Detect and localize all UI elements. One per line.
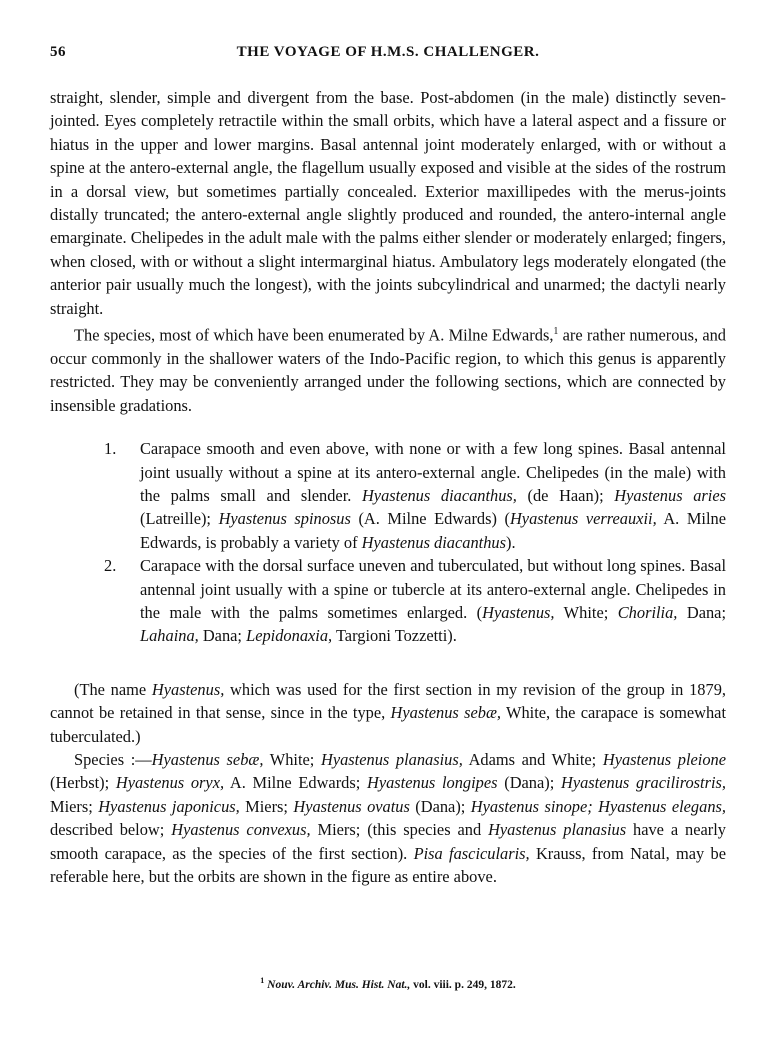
footnote-ref: 1 xyxy=(553,326,559,338)
sections-list xyxy=(50,437,726,648)
section-marker: 2. xyxy=(104,556,117,576)
section-item-2: 2. Carapace with the dorsal surface uneven and tuberculated, but without long spines. Basal antennal joint usually with a spine or tubercle at its antero-external angle. Chelipedes in the male with the palms sometimes enlarged. (Hyastenus, White; Chorilia, Dana; Lahaina, Dana; Lepidonaxia, Targioni Tozzetti). xyxy=(104,556,726,646)
running-title: THE VOYAGE OF H.M.S. CHALLENGER. xyxy=(236,44,540,60)
paragraph-species-overview: The species, most of which have been enumerated by A. Milne Edwards,$^1$ are rather numerous, and occur commonly in the shallower waters of the Indo-Pacific region, to which this genus is apparently restricted. They may be conveniently arranged under the following sections, which are connected by insensible gradations. xyxy=(50,325,726,415)
section-marker: 1. xyxy=(104,439,117,459)
section-item-1: 1. Carapace smooth and even above, with none or with a few long spines. Basal antennal joint usually without a spine at its antero-external angle. Chelipedes (in the male) with the palms small and slender. Hyastenus diacanthus, (de Haan); Hyastenus aries (Latreille); Hyastenus spinosus (A. Milne Edwards) (Hyastenus verreauxii, A. Milne Edwards, is probably a variety of Hyastenus diacanthus). xyxy=(104,439,726,552)
running-header xyxy=(50,44,726,68)
body-text xyxy=(50,86,726,888)
footnote: $^1$ Nouv. Archiv. Mus. Hist. Nat., vol. viii. p. 249, 1872. xyxy=(260,976,516,991)
note-paragraph: (The name Hyastenus, which was used for the first section in my revision of the group in 1879, cannot be retained in that sense, since in the type, Hyastenus sebæ, White, the carapace is somewhat tuberculated.) xyxy=(50,679,726,746)
paragraph-continued: straight, slender, simple and divergent from the base. Post-abdomen (in the male) distinctly seven-jointed. Eyes completely retractile within the small orbits, which have a lateral aspect and a fissure or hiatus in the upper and lower margins. Basal antennal joint moderately enlarged, with or without a spine at the antero-external angle, the flagellum usually exposed and visible at the sides of the rostrum in a dorsal view, but sometimes partially concealed. Exterior maxillipedes with the merus-joints distally truncated; the antero-external angle slightly produced and rounded, the antero-internal angle emarginate. Chelipedes in the adult male with the palms either slender or moderately enlarged; fingers, when closed, with or without a slight intermarginal hiatus. Ambulatory legs moderately elongated (the anterior pair usually much the longest), with the joints subcylindrical and unarmed; the dactyli nearly straight. xyxy=(50,88,726,318)
notes-block xyxy=(50,678,726,889)
species-paragraph: Species :—Hyastenus sebæ, White; Hyastenus planasius, Adams and White; Hyastenus pleione (Herbst); Hyastenus oryx, A. Milne Edwards; Hyastenus longipes (Dana); Hyastenus gracilirostris, Miers; Hyastenus japonicus, Miers; Hyastenus ovatus (Dana); Hyastenus sinope; Hyastenus elegans, described below; Hyastenus convexus, Miers; (this species and Hyastenus planasius have a nearly smooth carapace, as the species of the first section). Pisa fascicularis, Krauss, from Natal, may be referable here, but the orbits are shown in the figure as entire above. xyxy=(50,750,727,887)
footnote-marker: 1 xyxy=(260,976,265,985)
page-number: 56 xyxy=(50,44,66,60)
